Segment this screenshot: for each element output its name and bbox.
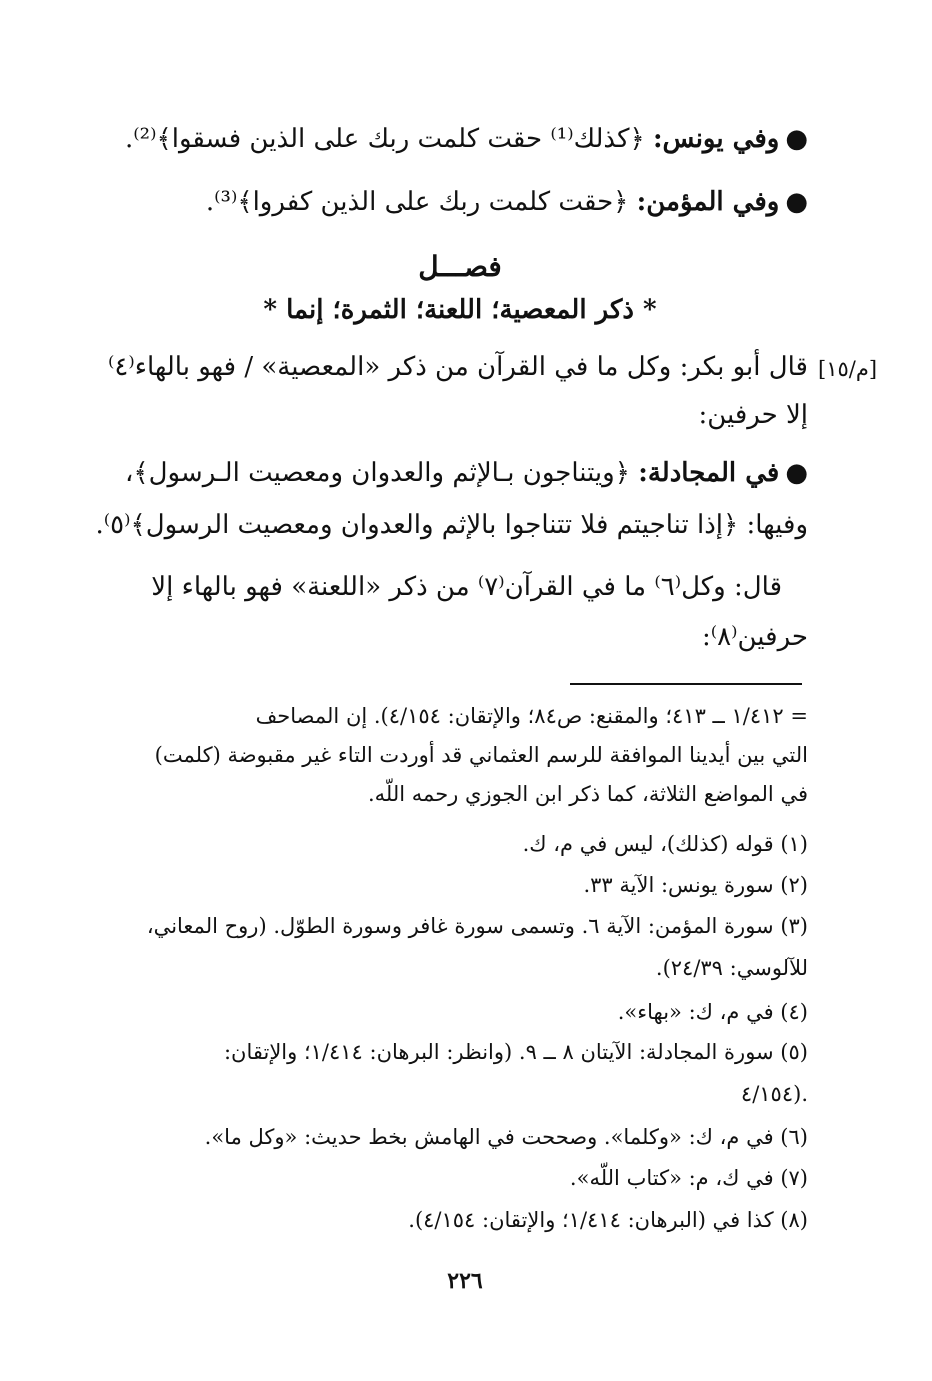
footnote-5-line-2: ٤/١٥٤).: [740, 1082, 808, 1106]
verse-line-mumin: [108, 187, 808, 217]
mujadala-line-2: وفيها: ﴿إذا تناجيتم فلا تتناجوا بالإثم والعدوان ومعصيت الرسول﴾⁽٥⁾.: [95, 510, 808, 540]
section-subheading: * ذكر المعصية؛ اللعنة؛ الثمرة؛ إنما *: [263, 295, 657, 325]
footnote-8: (٨) كذا في (البرهان: ١/٤١٤؛ والإتقان: ٤/١٥٤).: [408, 1208, 808, 1232]
bullet-icon: ●: [785, 124, 808, 154]
footnote-continuation-line-1: = ١/٤١٢ ــ ٤١٣؛ والمقنع: ص٨٤؛ والإتقان: ٤/١٥٤). إن المصاحف: [255, 704, 808, 728]
mujadala-text: ﴿ويتناجون بـالإثم والعدوان ومعصيت الـرسول﴾،: [124, 458, 630, 488]
footnote-separator: [570, 683, 802, 685]
verse-line-mujadala: [108, 458, 808, 488]
paragraph-2-line-1: قال: وكل⁽٦⁾ ما في القرآن⁽٧⁾ من ذكر «اللعنة» فهو بالهاء إلا: [151, 572, 782, 602]
footnote-1: (١) قوله (كذلك)، ليس في م، ك.: [522, 832, 808, 856]
mumin-text: ﴿حقت كلمت ربك على الذين كفروا﴾⁽³⁾.: [205, 187, 629, 217]
footnote-6: (٦) في م، ك: «وكلما». وصححت في الهامش بخط حديث: «وكل ما».: [204, 1125, 808, 1149]
footnote-continuation-line-3: في المواضع الثلاثة، كما ذكر ابن الجوزي رحمه اللّه.: [368, 782, 808, 806]
paragraph-1-line-1: قال أبو بكر: وكل ما في القرآن من ذكر «المعصية» / فهو بالهاء⁽٤⁾: [108, 352, 808, 382]
bullet-icon: ●: [785, 458, 808, 488]
paragraph-2-line-2: حرفين⁽٨⁾:: [702, 622, 808, 652]
bullet-icon: ●: [785, 187, 808, 217]
footnote-2: (٢) سورة يونس: الآية ٣٣.: [583, 873, 808, 897]
page-number: ٢٢٦: [447, 1268, 483, 1294]
section-heading: فصـــل: [418, 250, 502, 283]
margin-reference: [م/١٥]: [818, 357, 878, 381]
footnote-3-line-1: (٣) سورة المؤمن: الآية ٦. وتسمى سورة غافر وسورة الطوّل. (روح المعاني،: [146, 914, 808, 938]
verse-line-yunus: [108, 124, 808, 154]
footnote-3-line-2: للآلوسي: ٢٤/٣٩).: [655, 956, 808, 980]
yunus-label: وفي يونس:: [652, 124, 780, 154]
mujadala-label: في المجادلة:: [638, 458, 780, 488]
footnote-4: (٤) في م، ك: «بهاء».: [617, 1000, 808, 1024]
mumin-label: وفي المؤمن:: [636, 187, 780, 217]
yunus-text: ﴿كذلك⁽¹⁾ حقت كلمت ربك على الذين فسقوا﴾⁽²⁾.: [125, 124, 645, 154]
footnote-7: (٧) في ك، م: «كتاب اللّه».: [569, 1166, 808, 1190]
footnote-continuation-line-2: التي بين أيدينا الموافقة للرسم العثماني قد أوردت التاء غير مقبوضة (كلمت): [154, 743, 808, 767]
footnote-5-line-1: (٥) سورة المجادلة: الآيتان ٨ ــ ٩. (وانظر: البرهان: ١/٤١٤؛ والإتقان:: [223, 1040, 808, 1064]
paragraph-1-line-2: إلا حرفين:: [698, 400, 808, 430]
